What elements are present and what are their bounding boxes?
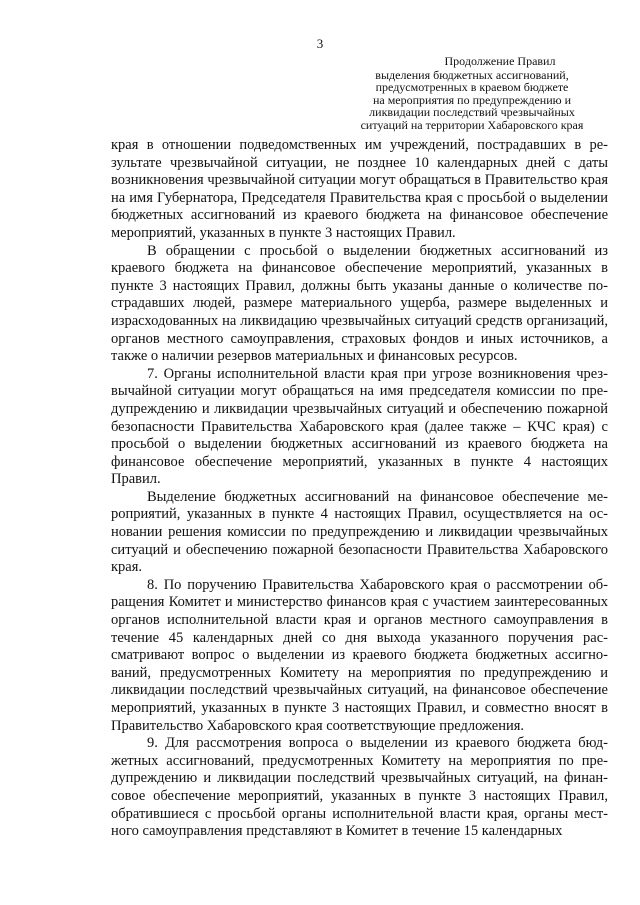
paragraph-application-content: В обращении с просьбой о выделении бюджетных ассигнований из краевого бюджета на финансовое обеспечение мероприятий, указанных в пункте 3 настоящих Правил, должны быть указаны данные о количестве пострадавших людей, размере материального ущерба, размере выделенных и израсходованных на ликвидацию чрезвычайных ситуаций средств организаций, органов местного самоуправления, страховых фондов и иных источников, а также о наличии резервов материальных и финансовых ресурсов.: [111, 242, 608, 365]
paragraph-allocation-basis: Выделение бюджетных ассигнований на финансовое обеспечение мероприятий, указанных в пункте 4 настоящих Правил, осуществляется на основании решения комиссии по предупреждению и ликвидации чрезвычайных ситуаций и обеспечению пожарной безопасности Правительства Хабаровского края.: [111, 488, 608, 576]
header-line: ликвидации последствий чрезвычайных: [369, 105, 575, 119]
header-line: выделения бюджетных ассигнований,: [375, 67, 569, 82]
body-text: [111, 137, 608, 841]
header-line: ситуаций на территории Хабаровского края: [360, 117, 584, 132]
header-line: на мероприятия по предупреждению и: [372, 92, 572, 107]
paragraph-item-9: 9. Для рассмотрения вопроса о выделении из краевого бюджета бюджетных ассигнований, предусмотренных Комитету на мероприятия по предупреждению и ликвидации последствий чрезвычайных ситуаций, на финансовое обеспечение мероприятий, указанных в пункте 3 настоящих Правил, обратившиеся с просьбой органы исполнительной власти края, органы местного самоуправления представляют в Комитет в течение 15 календарных: [111, 735, 608, 840]
header-line: предусмотренных в краевом бюджете: [375, 80, 569, 94]
paragraph-continuation: края в отношении подведомственных им учреждений, пострадавших в результате чрезвычайной ситуации, не позднее 10 календарных дней с даты возникновения чрезвычайной ситуации могут обращаться в Правительство края на имя Губернатора, Председателя Правительства края с просьбой о выделении бюджетных ассигнований из краевого бюджета на финансовое обеспечение мероприятий, указанных в пункте 3 настоящих Правил.: [111, 137, 608, 241]
header-title: Продолжение Правил: [444, 54, 556, 68]
paragraph-item-8: 8. По поручению Правительства Хабаровского края о рассмотрении обращения Комитет и министерство финансов края с участием заинтересованных органов исполнительной власти края и органов местного самоуправления в течение 45 календарных дней со дня выхода указанного поручения рассматривают вопрос о выделении из краевого бюджета бюджетных ассигнований, предусмотренных Комитету на мероприятия по предупреждению и ликвидации последствий чрезвычайных ситуаций, на финансовое обеспечение мероприятий, указанных в пункте 3 настоящих Правил, и совместно вносят в Правительство Хабаровского края соответствующие предложения.: [111, 576, 608, 734]
page-number: 3: [316, 36, 324, 51]
paragraph-item-7: 7. Органы исполнительной власти края при угрозе возникновения чрезвычайной ситуации могут обращаться на имя председателя комиссии по предупреждению и ликвидации чрезвычайных ситуаций и обеспечению пожарной безопасности Правительства Хабаровского края (далее также – КЧС края) с просьбой о выделении бюджетных ассигнований из краевого бюджета на финансовое обеспечение мероприятий, указанных в пункте 4 настоящих Правил.: [111, 365, 608, 488]
continuation-header: [347, 55, 597, 131]
